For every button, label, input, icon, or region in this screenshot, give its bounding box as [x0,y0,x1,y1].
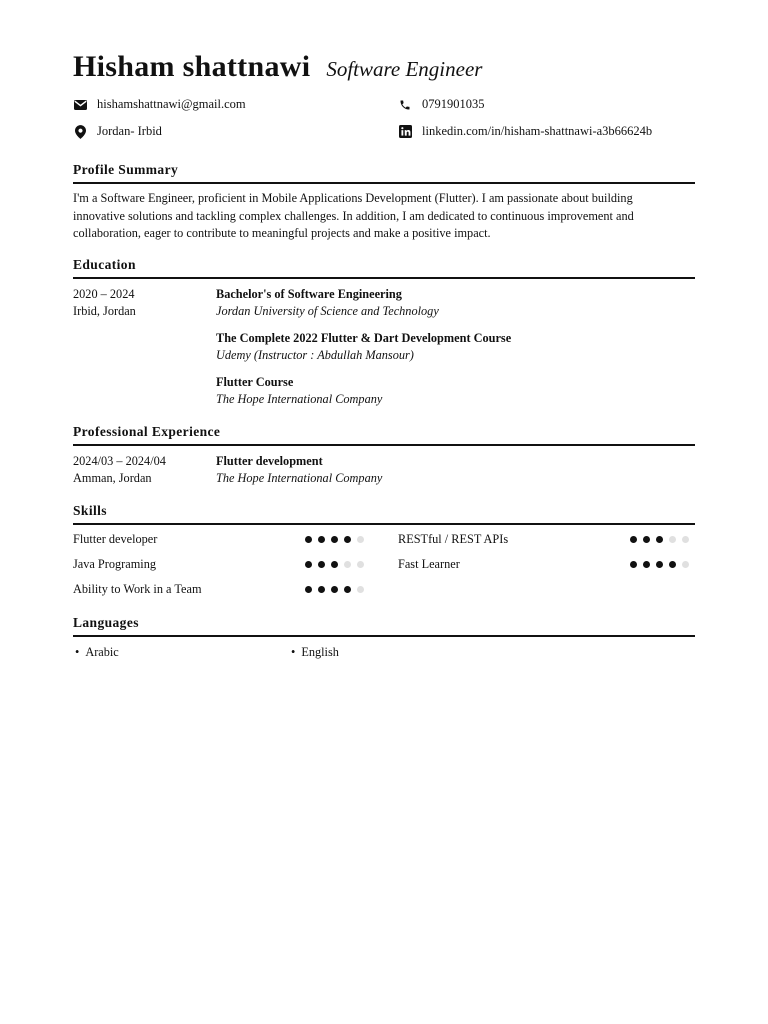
language-item [291,645,339,660]
rating-dot-filled [656,536,663,543]
rating-dot-empty [682,536,689,543]
rating-dot-empty [682,561,689,568]
job-title: Software Engineer [326,57,483,81]
experience-location: Amman, Jordan [73,470,152,485]
skill-name: Fast Learner [398,557,460,571]
rating-dot-filled [318,561,325,568]
phone-text: 0791901035 [422,97,485,111]
experience-dates: 2024/03 – 2024/04 [73,454,166,468]
experience-title: Flutter development [216,454,323,468]
rating-dot-filled [305,586,312,593]
bullet-icon: • [75,645,80,659]
contact-email[interactable] [73,97,246,112]
education-title: The Complete 2022 Flutter & Dart Development Course [216,331,512,345]
rating-dot-filled [344,536,351,543]
rating-dot-filled [643,536,650,543]
bullet-icon: • [291,645,296,659]
rating-dot-empty [669,536,676,543]
education-subtitle: Udemy (Instructor : Abdullah Mansour) [216,347,414,362]
education-item [216,286,695,319]
education-heading: Education [73,257,695,279]
rating-dot-filled [669,561,676,568]
skill-name: RESTful / REST APIs [398,532,509,546]
rating-dot-filled [318,536,325,543]
experience-meta [73,453,213,486]
rating-dot-empty [344,561,351,568]
education-title: Flutter Course [216,375,294,389]
skill-rating [630,536,689,543]
education-item [216,374,695,407]
location-pin-icon [73,125,87,139]
education-location: Irbid, Jordan [73,303,136,318]
rating-dot-filled [305,536,312,543]
envelope-icon [73,98,87,112]
skills-heading: Skills [73,503,695,525]
rating-dot-filled [331,561,338,568]
email-text: hishamshattnawi@gmail.com [97,97,246,111]
location-text: Jordan- Irbid [97,124,162,138]
skill-name: Flutter developer [73,532,158,546]
rating-dot-filled [656,561,663,568]
rating-dot-empty [357,561,364,568]
language-name: English [301,645,339,659]
experience-item [216,453,695,486]
contact-location [73,124,162,139]
rating-dot-empty [357,586,364,593]
skill-rating [305,536,364,543]
contact-phone[interactable] [398,97,485,112]
skill-rating [305,561,364,568]
rating-dot-filled [331,536,338,543]
skill-name: Ability to Work in a Team [73,582,202,596]
profile-summary-text [73,190,695,243]
skill-name: Java Programing [73,557,156,571]
experience-heading: Professional Experience [73,424,695,446]
skill-rating [305,586,364,593]
rating-dot-filled [305,561,312,568]
linkedin-icon [398,125,412,139]
education-title: Bachelor's of Software Engineering [216,287,402,301]
rating-dot-filled [344,586,351,593]
language-name: Arabic [85,645,119,659]
rating-dot-filled [318,586,325,593]
rating-dot-filled [331,586,338,593]
education-subtitle: Jordan University of Science and Technology [216,303,439,318]
profile-summary-heading: Profile Summary [73,162,695,184]
education-item [216,330,695,363]
rating-dot-filled [630,536,637,543]
contact-linkedin[interactable] [398,124,652,139]
profile-line: innovative solutions and tackling complex challenges. In addition, I am dedicated to continuous improvement and [73,208,634,223]
rating-dot-filled [643,561,650,568]
resume-header [73,50,695,90]
language-item [75,645,119,660]
rating-dot-empty [357,536,364,543]
candidate-name: Hisham shattnawi [73,50,311,83]
education-subtitle: The Hope International Company [216,391,383,406]
experience-company: The Hope International Company [216,470,383,485]
education-meta [73,286,213,319]
phone-icon [398,98,412,112]
profile-line: collaboration, eager to contribute to meaningful projects and make a positive impact. [73,226,491,240]
languages-heading: Languages [73,615,695,637]
linkedin-text: linkedin.com/in/hisham-shattnawi-a3b66624b [422,124,653,138]
skill-rating [630,561,689,568]
profile-line: I'm a Software Engineer, proficient in Mobile Applications Development (Flutter). I am passionate about building [73,191,633,205]
rating-dot-filled [630,561,637,568]
education-dates: 2020 – 2024 [73,287,135,301]
